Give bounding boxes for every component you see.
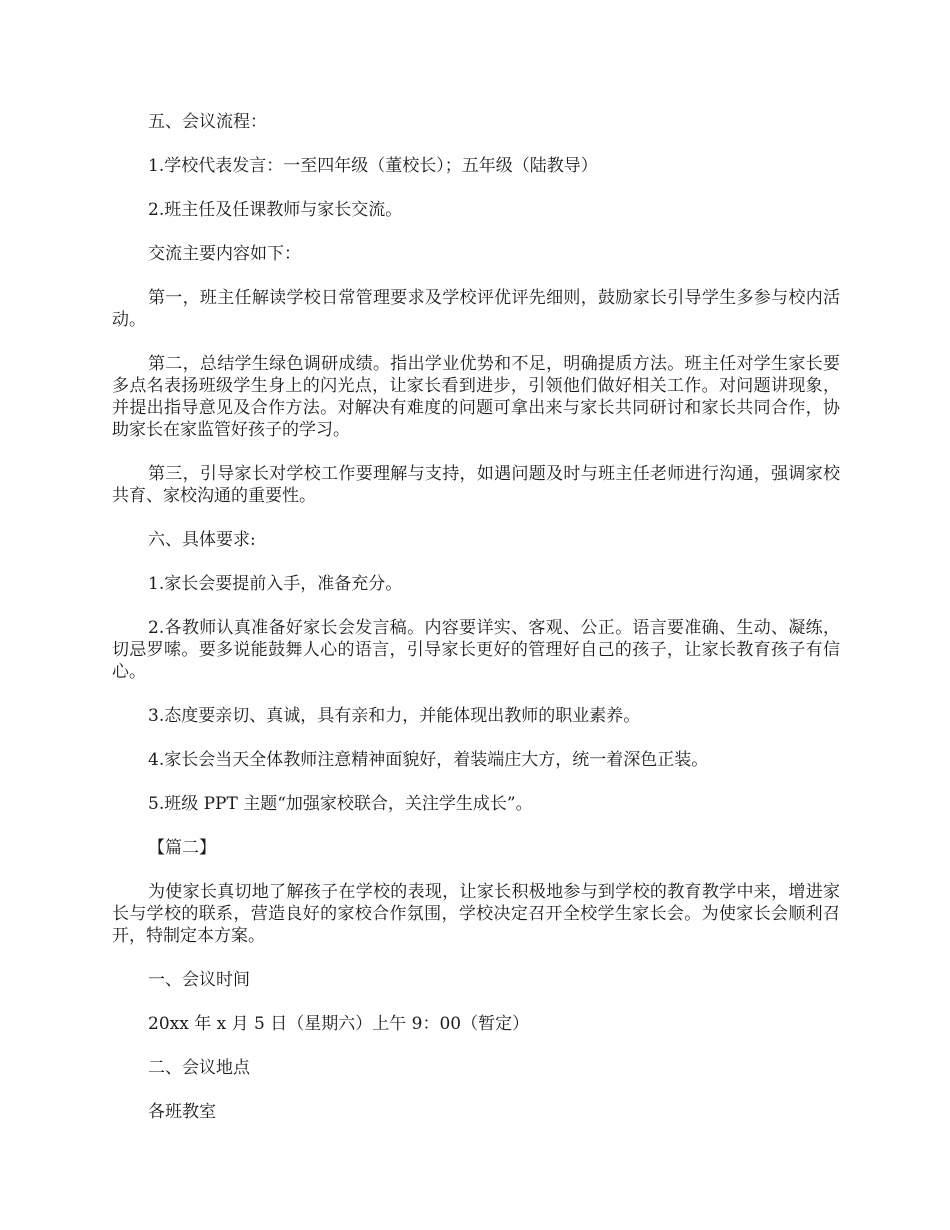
document-body bbox=[112, 111, 840, 1145]
requirement-3: 3.态度要亲切、真诚，具有亲和力，并能体现出教师的职业素养。 bbox=[148, 706, 641, 726]
meeting-time-value: 20xx 年 x 月 5 日（星期六）上午 9：00（暂定） bbox=[148, 1014, 530, 1034]
section-heading-meeting-process: 五、会议流程： bbox=[148, 112, 267, 132]
requirement-2: 2.各教师认真准备好家长会发言稿。内容要详实、客观、公正。语言要准确、生动、凝练，切忌罗嗦。要多说能鼓舞人心的语言，引导家长更好的管理好自己的孩子，让家长教育孩子有信心。 bbox=[112, 618, 840, 682]
exchange-point-1: 第一，班主任解读学校日常管理要求及学校评优评先细则，鼓励家长引导学生多参与校内活动。 bbox=[112, 288, 840, 330]
chapter-two-heading: 【篇二】 bbox=[148, 838, 216, 858]
meeting-location-value: 各班教室 bbox=[148, 1102, 216, 1122]
section-heading-requirements: 六、具体要求: bbox=[148, 530, 256, 550]
requirement-4: 4.家长会当天全体教师注意精神面貌好，着装端庄大方，统一着深色正装。 bbox=[148, 750, 709, 770]
section-heading-meeting-location: 二、会议地点 bbox=[148, 1058, 250, 1078]
exchange-point-2: 第二，总结学生绿色调研成绩。指出学业优势和不足，明确提质方法。班主任对学生家长要多点名表扬班级学生身上的闪光点，让家长看到进步，引领他们做好相关工作。对问题讲现象，并提出指导意见及合作方法。对解决有难度的问题可拿出来与家长共同研讨和家长共同合作，协助家长在家监管好孩子的学习。 bbox=[112, 354, 840, 440]
requirement-1: 1.家长会要提前入手，准备充分。 bbox=[148, 574, 403, 594]
exchange-point-3: 第三，引导家长对学校工作要理解与支持，如遇问题及时与班主任老师进行沟通，强调家校共育、家校沟通的重要性。 bbox=[112, 464, 840, 506]
process-item-1: 1.学校代表发言：一至四年级（董校长）；五年级（陆教导） bbox=[148, 156, 598, 176]
exchange-intro: 交流主要内容如下： bbox=[148, 244, 301, 264]
section-heading-meeting-time: 一、会议时间 bbox=[148, 970, 250, 990]
chapter-two-intro: 为使家长真切地了解孩子在学校的表现，让家长积极地参与到学校的教育教学中来，增进家长与学校的联系，营造良好的家校合作氛围，学校决定召开全校学生家长会。为使家长会顺利召开，特制定本方案。 bbox=[112, 882, 840, 946]
requirement-5: 5.班级 PPT 主题“加强家校联合，关注学生成长”。 bbox=[148, 794, 533, 814]
process-item-2: 2.班主任及任课教师与家长交流。 bbox=[148, 200, 403, 220]
